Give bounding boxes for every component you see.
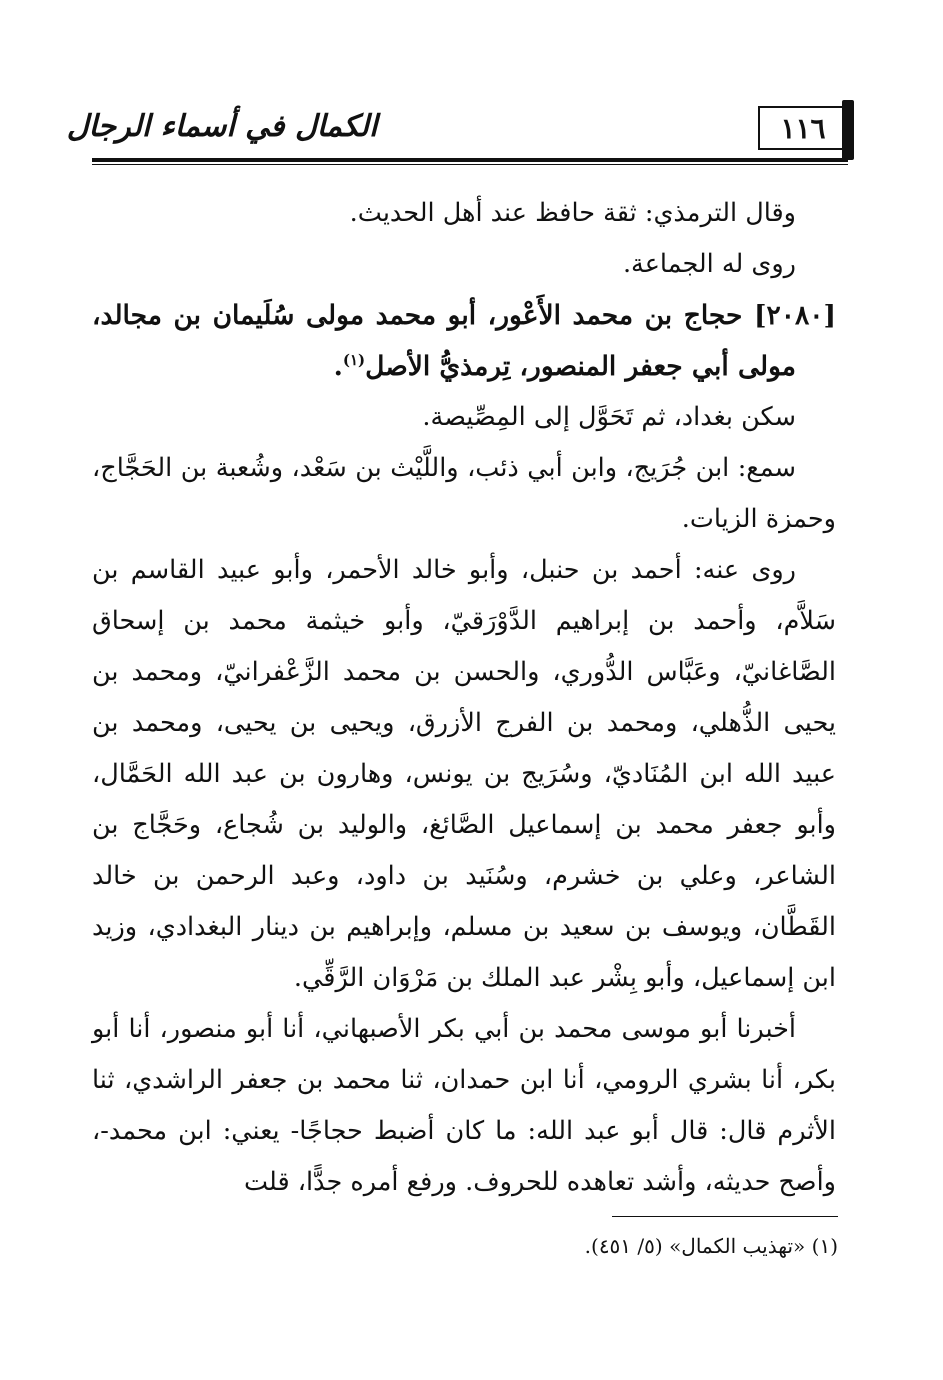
paragraph-residence: سكن بغداد، ثم تَحَوَّل إلى المِصِّيصة. (422, 402, 796, 432)
page-header (66, 100, 848, 156)
header-rule (92, 158, 848, 162)
footnote-rule (612, 1216, 838, 1217)
footnote-reference[interactable]: (١) (342, 351, 366, 370)
paragraph-teachers: سمع: ابن جُرَيج، وابن أبي ذئب، واللَّيْث بن سَعْد، وشُعبة بن الحَجَّاج، وحمزة الزيات. (92, 453, 836, 534)
paragraph-students: روى عنه: أحمد بن حنبل، وأبو خالد الأحمر، وأبو عبيد القاسم بن سَلاَّم، وأحمد بن إبراهيم الدَّوْرَقيّ، وأبو خيثمة محمد بن إسحاق الصَّاغانيّ، وعَبَّاس الدُّوري، والحسن بن محمد الزَّعْفرانيّ، ومحمد بن يحيى الذُّهلي، ومحمد بن الفرج الأزرق، ويحيى بن يحيى، ومحمد بن عبيد الله ابن المُنَاديّ، وسُرَيج بن يونس، وهارون بن عبد الله الحَمَّال، وأبو جعفر محمد بن إسماعيل الصَّائغ، والوليد بن شُجاع، وحَجَّاج بن الشاعر، وعلي بن خشرم، وسُنَيد بن داود، وعبد الرحمن بن خالد القَطَّان، ويوسف بن سعيد بن مسلم، وإبراهيم بن دينار البغدادي، وزيد ابن إسماعيل، وأبو بِشْر عبد الملك بن مَرْوَان الرَّقِّي. (92, 555, 836, 993)
book-title: الكمال في أسماء الرجال (66, 108, 378, 144)
entry-heading-end: . (333, 351, 343, 382)
main-text (92, 188, 836, 1208)
entry-heading (92, 290, 836, 392)
header-rule-thin (92, 164, 848, 165)
paragraph-rawa-lahu: روى له الجماعة. (622, 249, 796, 279)
page-number: ١١٦ (758, 106, 848, 150)
paragraph-tirmidhi: وقال الترمذي: ثقة حافظ عند أهل الحديث. (349, 198, 796, 228)
footnote-1: (١) «تهذيب الكمال» (٥/ ٤٥١). (584, 1234, 838, 1258)
paragraph-isnad: أخبرنا أبو موسى محمد بن أبي بكر الأصبهاني، أنا أبو منصور، أنا أبو بكر، أنا بشري الرومي، أنا ابن حمدان، ثنا محمد بن جعفر الراشدي، ثنا الأثرم قال: قال أبو عبد الله: ما كان أضبط حجاجًا- يعني: ابن محمد-، وأصح حديثه، وأشد تعاهده للحروف. ورفع أمره جدًّا، قلت (92, 1014, 836, 1197)
entry-heading-text: [٢٠٨٠] حجاج بن محمد الأَعْور، أبو محمد مولى سُلَيمان بن مجالد، مولى أبي جعفر المنصور، تِرمذيُّ الأصل (92, 300, 836, 382)
